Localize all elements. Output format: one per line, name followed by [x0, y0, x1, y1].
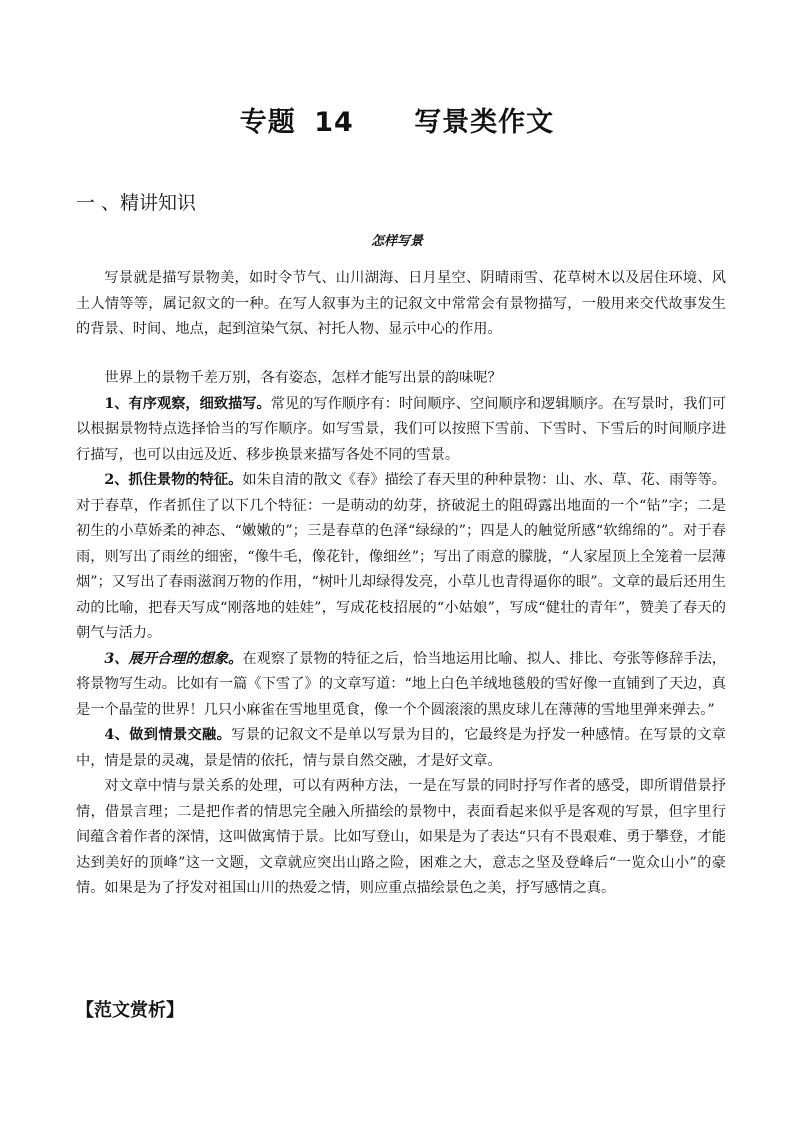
page-title	[0, 100, 794, 139]
point-text: 常见的写作顺序有：时间顺序、空间顺序和逻辑顺序。在写景时，我们可以根据景物特点选择恰当的写作顺序。如写雪景，我们可以按照下雪前、下雪时、下雪后的时间顺序进行描写，也可以由远及近、移步换景来描写各处不同的雪景。	[76, 395, 726, 463]
subtitle: 怎样写景	[370, 234, 423, 249]
point-heading: 3、展开合理的想象。	[104, 650, 243, 667]
point-text: 如朱自清的散文《春》描绘了春天里的种种景物：山、水、草、花、雨等等。对于春草，作者抓住了以下几个特征：一是萌动的幼芽，挤破泥土的阻碍露出地面的一个“钻”字；二是初生的小草娇柔的神态、“嫩嫩的”；三是春草的色泽“绿绿的”；四是人的触觉所感“软绵绵的”。对于春雨，则写出了雨丝的细密，“像牛毛，像花针，像细丝”；写出了雨意的朦胧，“人家屋顶上全笼着一层薄烟”；又写出了春雨滋润万物的作用，“树叶儿却绿得发亮，小草儿也青得逼你的眼”。文章的最后还用生动的比喻，把春天写成“刚落地的娃娃”，写成花枝招展的“小姑娘”，写成“健壮的青年”，赞美了春天的朝气与活力。	[76, 472, 726, 641]
example-essay-heading: 【范文赏析】	[76, 1000, 184, 1021]
point-paragraph	[76, 647, 726, 724]
closing-paragraph: 对文章中情与景关系的处理，可以有两种方法，一是在写景的同时抒写作者的感受，即所谓借景抒情，借景言理；二是把作者的情思完全融入所描绘的景物中，表面看起来似乎是客观的写景，但字里行间蕴含着作者的深情，这叫做寓情于景。比如写登山，如果是为了表达“只有不畏艰难、勇于攀登，才能达到美好的顶峰”这一文题，文章就应突出山路之险，困难之大，意志之坚及登峰后“一览众山小”的豪情。如果是为了抒发对祖国山川的热爱之情，则应重点描绘景色之美，抒写感情之真。	[76, 778, 726, 896]
point-heading: 1、有序观察，细致描写。	[104, 395, 271, 412]
section-heading: 一 、精讲知识	[76, 192, 197, 214]
title-number: 14	[314, 107, 354, 138]
point-paragraph	[76, 392, 726, 469]
points-block	[76, 366, 726, 902]
point-heading: 2、抓住景物的特征。	[104, 472, 243, 488]
question-paragraph: 世界上的景物千差万别，各有姿态，怎样才能写出景的韵味呢？	[104, 370, 502, 386]
point-paragraph	[76, 723, 726, 774]
point-paragraph	[76, 468, 726, 647]
point-text: 写景的记叙文不是单以写景为目的，它最终是为抒发一种感情。在写景的文章中，情是景的灵魂，景是情的依托，情与景自然交融，才是好文章。	[76, 727, 726, 769]
intro-block	[76, 266, 726, 343]
title-prefix: 专题	[239, 107, 296, 138]
title-text: 写景类作文	[414, 107, 555, 138]
point-text: 在观察了景物的特征之后，恰当地运用比喻、拟人、排比、夸张等修辞手法，将景物写生动。比如有一篇《下雪了》的文章写道：“地上白色羊绒地毯般的雪好像一直铺到了天边，真是一个晶莹的世界！几只小麻雀在雪地里觅食，像一个个圆滚滚的黑皮球儿在薄薄的雪地里弹来弹去。”	[76, 650, 726, 718]
intro-paragraph: 写景就是描写景物美，如时令节气、山川湖海、日月星空、阴晴雨雪、花草树木以及居住环境、风土人情等等，属记叙文的一种。在写人叙事为主的记叙文中常常会有景物描写，一般用来交代故事发生的背景、时间、地点，起到渲染气氛、衬托人物、显示中心的作用。	[76, 270, 726, 337]
point-heading: 4、做到情景交融。	[104, 727, 232, 743]
